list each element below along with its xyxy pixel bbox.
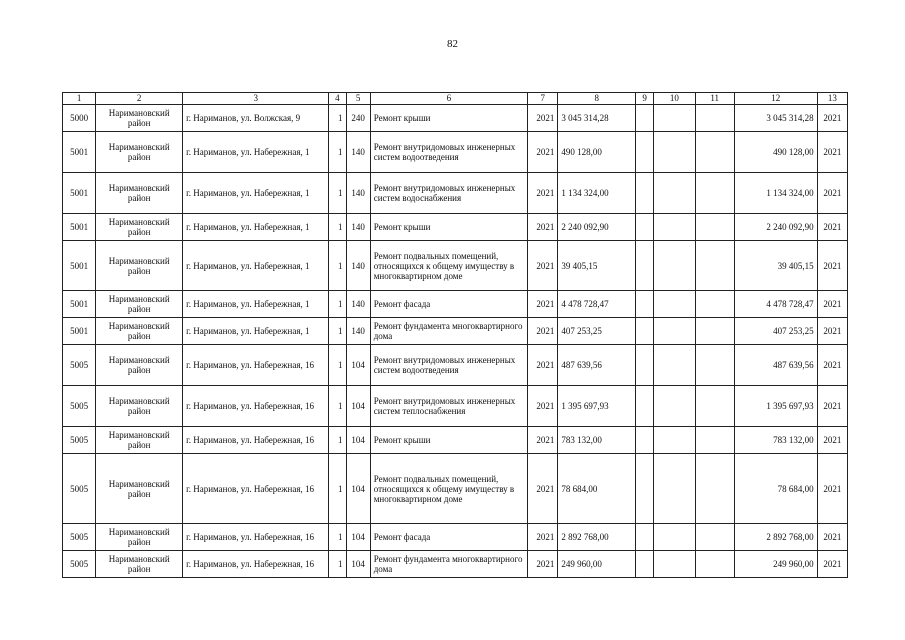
cell-col9 — [636, 551, 654, 578]
column-header: 3 — [183, 93, 329, 105]
cell-district: Наримановский район — [96, 241, 183, 291]
cell-col12: 1 395 697,93 — [734, 386, 817, 427]
cell-house-id: 5000 — [63, 105, 96, 132]
cell-col13: 2021 — [817, 214, 847, 241]
cell-address: г. Нариманов, ул. Набережная, 1 — [183, 318, 329, 345]
cell-col13: 2021 — [817, 454, 847, 524]
cell-district: Наримановский район — [96, 214, 183, 241]
cell-col10 — [654, 345, 695, 386]
cell-total-cost: 78 684,00 — [558, 454, 636, 524]
cell-total-cost: 2 240 092,90 — [558, 214, 636, 241]
cell-col5: 104 — [346, 427, 370, 454]
cell-year: 2021 — [528, 427, 558, 454]
cell-col11 — [695, 105, 734, 132]
cell-col5: 140 — [346, 241, 370, 291]
cell-col10 — [654, 173, 695, 214]
cell-col4: 1 — [329, 214, 346, 241]
cell-col9 — [636, 132, 654, 173]
cell-col10 — [654, 524, 695, 551]
cell-col10 — [654, 132, 695, 173]
cell-district: Наримановский район — [96, 318, 183, 345]
cell-district: Наримановский район — [96, 132, 183, 173]
cell-year: 2021 — [528, 386, 558, 427]
table-row — [63, 427, 848, 454]
cell-district: Наримановский район — [96, 105, 183, 132]
table-row — [63, 241, 848, 291]
cell-col4: 1 — [329, 386, 346, 427]
cell-address: г. Нариманов, ул. Набережная, 16 — [183, 427, 329, 454]
cell-house-id: 5005 — [63, 427, 96, 454]
cell-district: Наримановский район — [96, 551, 183, 578]
cell-work-type: Ремонт подвальных помещений, относящихся к общему имуществу в многоквартирном доме — [370, 454, 527, 524]
table-row — [63, 214, 848, 241]
cell-col9 — [636, 345, 654, 386]
cell-col9 — [636, 173, 654, 214]
cell-work-type: Ремонт внутридомовых инженерных систем теплоснабжения — [370, 386, 527, 427]
cell-col4: 1 — [329, 454, 346, 524]
cell-col12: 39 405,15 — [734, 241, 817, 291]
cell-year: 2021 — [528, 132, 558, 173]
cell-col9 — [636, 214, 654, 241]
header-row — [63, 93, 848, 105]
cell-house-id: 5001 — [63, 132, 96, 173]
cell-col5: 140 — [346, 173, 370, 214]
cell-col5: 104 — [346, 345, 370, 386]
cell-address: г. Нариманов, ул. Набережная, 16 — [183, 386, 329, 427]
cell-total-cost: 783 132,00 — [558, 427, 636, 454]
cell-col9 — [636, 454, 654, 524]
table-row — [63, 551, 848, 578]
cell-col9 — [636, 105, 654, 132]
cell-col11 — [695, 551, 734, 578]
cell-work-type: Ремонт фундамента многоквартирного дома — [370, 551, 527, 578]
cell-col12: 407 253,25 — [734, 318, 817, 345]
cell-house-id: 5005 — [63, 345, 96, 386]
cell-col11 — [695, 454, 734, 524]
cell-col9 — [636, 318, 654, 345]
cell-year: 2021 — [528, 105, 558, 132]
column-header: 1 — [63, 93, 96, 105]
cell-col12: 4 478 728,47 — [734, 291, 817, 318]
column-header: 4 — [329, 93, 346, 105]
cell-col10 — [654, 318, 695, 345]
column-header: 10 — [654, 93, 695, 105]
cell-col12: 78 684,00 — [734, 454, 817, 524]
column-header: 7 — [528, 93, 558, 105]
cell-work-type: Ремонт фасада — [370, 524, 527, 551]
cell-col12: 249 960,00 — [734, 551, 817, 578]
cell-col9 — [636, 241, 654, 291]
column-header: 13 — [817, 93, 847, 105]
cell-col9 — [636, 291, 654, 318]
cell-col5: 240 — [346, 105, 370, 132]
cell-col13: 2021 — [817, 318, 847, 345]
cell-work-type: Ремонт крыши — [370, 427, 527, 454]
works-table — [62, 92, 848, 578]
cell-col13: 2021 — [817, 524, 847, 551]
cell-year: 2021 — [528, 345, 558, 386]
cell-work-type: Ремонт крыши — [370, 105, 527, 132]
cell-address: г. Нариманов, ул. Набережная, 16 — [183, 551, 329, 578]
cell-col9 — [636, 427, 654, 454]
cell-col10 — [654, 105, 695, 132]
table-row — [63, 173, 848, 214]
cell-col5: 104 — [346, 524, 370, 551]
cell-year: 2021 — [528, 454, 558, 524]
cell-col4: 1 — [329, 291, 346, 318]
cell-col9 — [636, 386, 654, 427]
cell-year: 2021 — [528, 291, 558, 318]
cell-col10 — [654, 454, 695, 524]
cell-district: Наримановский район — [96, 386, 183, 427]
cell-col4: 1 — [329, 132, 346, 173]
cell-col10 — [654, 386, 695, 427]
cell-col11 — [695, 427, 734, 454]
cell-address: г. Нариманов, ул. Набережная, 1 — [183, 241, 329, 291]
cell-address: г. Нариманов, ул. Набережная, 1 — [183, 132, 329, 173]
cell-year: 2021 — [528, 524, 558, 551]
cell-col4: 1 — [329, 524, 346, 551]
cell-total-cost: 1 395 697,93 — [558, 386, 636, 427]
column-header: 12 — [734, 93, 817, 105]
cell-house-id: 5001 — [63, 173, 96, 214]
cell-col12: 783 132,00 — [734, 427, 817, 454]
column-header: 8 — [558, 93, 636, 105]
cell-col5: 104 — [346, 454, 370, 524]
cell-house-id: 5001 — [63, 291, 96, 318]
cell-address: г. Нариманов, ул. Набережная, 16 — [183, 524, 329, 551]
cell-col12: 490 128,00 — [734, 132, 817, 173]
cell-work-type: Ремонт внутридомовых инженерных систем водоотведения — [370, 132, 527, 173]
cell-district: Наримановский район — [96, 524, 183, 551]
column-header: 6 — [370, 93, 527, 105]
table-row — [63, 318, 848, 345]
cell-district: Наримановский район — [96, 427, 183, 454]
cell-col12: 1 134 324,00 — [734, 173, 817, 214]
cell-total-cost: 407 253,25 — [558, 318, 636, 345]
cell-col4: 1 — [329, 427, 346, 454]
cell-work-type: Ремонт внутридомовых инженерных систем водоснабжения — [370, 173, 527, 214]
cell-address: г. Нариманов, ул. Набережная, 16 — [183, 345, 329, 386]
cell-house-id: 5005 — [63, 386, 96, 427]
cell-col12: 487 639,56 — [734, 345, 817, 386]
cell-col4: 1 — [329, 241, 346, 291]
table-row — [63, 132, 848, 173]
cell-address: г. Нариманов, ул. Набережная, 16 — [183, 454, 329, 524]
cell-work-type: Ремонт подвальных помещений, относящихся к общему имуществу в многоквартирном доме — [370, 241, 527, 291]
cell-col5: 140 — [346, 318, 370, 345]
cell-col11 — [695, 345, 734, 386]
column-header: 5 — [346, 93, 370, 105]
cell-total-cost: 249 960,00 — [558, 551, 636, 578]
cell-col13: 2021 — [817, 345, 847, 386]
cell-total-cost: 490 128,00 — [558, 132, 636, 173]
cell-address: г. Нариманов, ул. Набережная, 1 — [183, 173, 329, 214]
cell-year: 2021 — [528, 318, 558, 345]
cell-col12: 2 240 092,90 — [734, 214, 817, 241]
cell-col5: 140 — [346, 132, 370, 173]
cell-house-id: 5005 — [63, 524, 96, 551]
cell-col4: 1 — [329, 173, 346, 214]
cell-house-id: 5001 — [63, 214, 96, 241]
cell-col4: 1 — [329, 551, 346, 578]
cell-col11 — [695, 132, 734, 173]
cell-col13: 2021 — [817, 386, 847, 427]
cell-col13: 2021 — [817, 551, 847, 578]
cell-col5: 140 — [346, 291, 370, 318]
cell-year: 2021 — [528, 214, 558, 241]
cell-col10 — [654, 551, 695, 578]
cell-col11 — [695, 241, 734, 291]
table-row — [63, 105, 848, 132]
page-number: 82 — [447, 38, 458, 50]
cell-total-cost: 487 639,56 — [558, 345, 636, 386]
cell-col11 — [695, 291, 734, 318]
cell-district: Наримановский район — [96, 345, 183, 386]
cell-total-cost: 2 892 768,00 — [558, 524, 636, 551]
cell-address: г. Нариманов, ул. Набережная, 1 — [183, 214, 329, 241]
cell-col13: 2021 — [817, 173, 847, 214]
cell-col10 — [654, 241, 695, 291]
cell-work-type: Ремонт внутридомовых инженерных систем водоотведения — [370, 345, 527, 386]
table-row — [63, 454, 848, 524]
cell-col4: 1 — [329, 318, 346, 345]
cell-district: Наримановский район — [96, 454, 183, 524]
cell-district: Наримановский район — [96, 291, 183, 318]
column-header: 2 — [96, 93, 183, 105]
cell-col11 — [695, 524, 734, 551]
cell-work-type: Ремонт крыши — [370, 214, 527, 241]
cell-work-type: Ремонт фасада — [370, 291, 527, 318]
table-row — [63, 291, 848, 318]
cell-col5: 104 — [346, 386, 370, 427]
cell-col10 — [654, 214, 695, 241]
cell-total-cost: 4 478 728,47 — [558, 291, 636, 318]
cell-year: 2021 — [528, 551, 558, 578]
cell-total-cost: 39 405,15 — [558, 241, 636, 291]
cell-col13: 2021 — [817, 241, 847, 291]
cell-address: г. Нариманов, ул. Волжская, 9 — [183, 105, 329, 132]
cell-col12: 2 892 768,00 — [734, 524, 817, 551]
column-header: 11 — [695, 93, 734, 105]
cell-col5: 140 — [346, 214, 370, 241]
cell-col9 — [636, 524, 654, 551]
cell-col4: 1 — [329, 345, 346, 386]
cell-work-type: Ремонт фундамента многоквартирного дома — [370, 318, 527, 345]
cell-col4: 1 — [329, 105, 346, 132]
cell-col10 — [654, 427, 695, 454]
cell-house-id: 5005 — [63, 454, 96, 524]
table-row — [63, 386, 848, 427]
cell-col12: 3 045 314,28 — [734, 105, 817, 132]
table-row — [63, 524, 848, 551]
cell-col11 — [695, 214, 734, 241]
table-row — [63, 345, 848, 386]
cell-total-cost: 1 134 324,00 — [558, 173, 636, 214]
cell-district: Наримановский район — [96, 173, 183, 214]
cell-total-cost: 3 045 314,28 — [558, 105, 636, 132]
cell-col11 — [695, 173, 734, 214]
cell-year: 2021 — [528, 241, 558, 291]
cell-col11 — [695, 386, 734, 427]
cell-house-id: 5001 — [63, 318, 96, 345]
cell-address: г. Нариманов, ул. Набережная, 1 — [183, 291, 329, 318]
table-body — [63, 105, 848, 578]
cell-col13: 2021 — [817, 105, 847, 132]
cell-col13: 2021 — [817, 427, 847, 454]
cell-col10 — [654, 291, 695, 318]
cell-col13: 2021 — [817, 291, 847, 318]
cell-col13: 2021 — [817, 132, 847, 173]
cell-year: 2021 — [528, 173, 558, 214]
cell-house-id: 5005 — [63, 551, 96, 578]
cell-col5: 104 — [346, 551, 370, 578]
cell-col11 — [695, 318, 734, 345]
column-header: 9 — [636, 93, 654, 105]
cell-house-id: 5001 — [63, 241, 96, 291]
